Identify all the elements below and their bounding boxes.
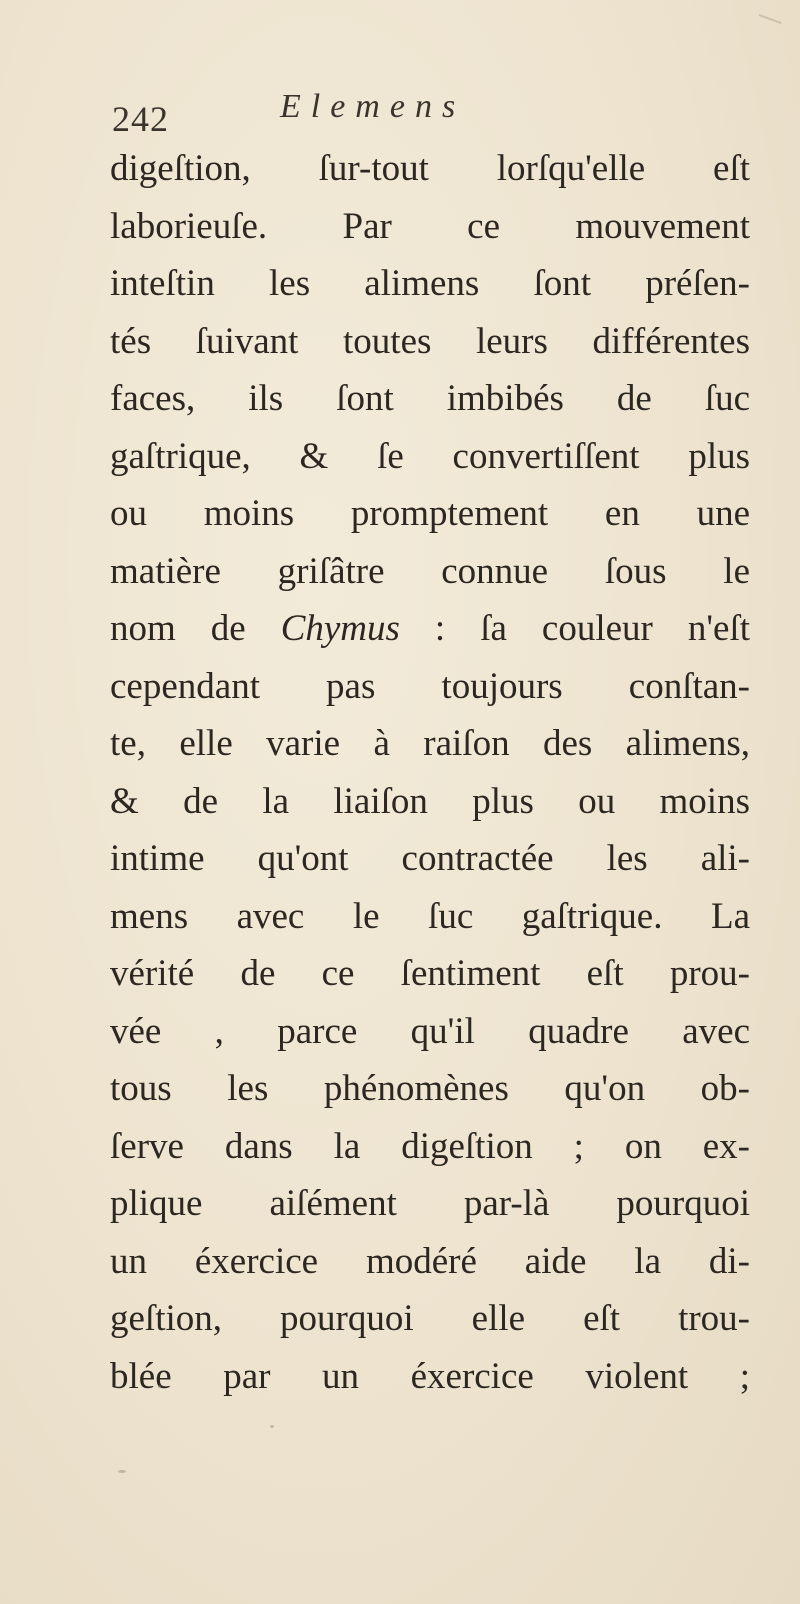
text-line: geſtion, pourquoi elle eſt trou- <box>110 1298 750 1339</box>
text-segment: : ſa couleur n'eſt <box>399 608 751 649</box>
text-line: gaſtrique, & ſe convertiſſent plus <box>110 435 750 477</box>
text-line: tous les phénomènes qu'on ob- <box>110 1068 750 1109</box>
text-line: digeſtion, ſur-tout lorſqu'elle eſt <box>110 148 750 189</box>
text-line: vée , parce qu'il quadre avec <box>110 1010 750 1052</box>
text-line: cependant pas toujours conſtan- <box>110 665 750 707</box>
text-line <box>110 600 750 658</box>
text-line: plique aiſément par-là pourquoi <box>110 1183 750 1224</box>
text-line: mens avec le ſuc gaſtrique. La <box>110 895 750 937</box>
paper-speck <box>118 1470 126 1473</box>
italic-term: Chymus <box>280 608 400 649</box>
text-line: un éxercice modéré aide la di- <box>110 1240 750 1282</box>
body-text <box>110 140 750 1405</box>
text-line: faces, ils ſont imbibés de ſuc <box>110 378 750 419</box>
page-corner-crease <box>758 14 781 24</box>
paper-speck <box>270 1425 274 1428</box>
text-line: tés ſuivant toutes leurs différentes <box>110 320 750 362</box>
text-line: ou moins promptement en une <box>110 493 750 534</box>
text-segment: nom de <box>110 608 281 649</box>
text-line: & de la liaiſon plus ou moins <box>110 780 750 822</box>
text-line: vérité de ce ſentiment eſt prou- <box>110 953 750 994</box>
text-line: matière griſâtre connue ſous le <box>110 550 750 592</box>
page-number: 242 <box>112 99 169 139</box>
page-header <box>112 80 712 140</box>
text-line: intime qu'ont contractée les ali- <box>110 838 750 879</box>
text-line: inteſtin les alimens ſont préſen- <box>110 263 750 304</box>
running-head: Elemens <box>280 88 466 125</box>
paper-speck <box>158 1385 161 1388</box>
text-line: blée par un éxercice violent ; <box>110 1355 750 1397</box>
text-line: laborieuſe. Par ce mouvement <box>110 205 750 247</box>
text-line: ſerve dans la digeſtion ; on ex- <box>110 1125 750 1167</box>
text-line: te, elle varie à raiſon des alimens, <box>110 723 750 764</box>
